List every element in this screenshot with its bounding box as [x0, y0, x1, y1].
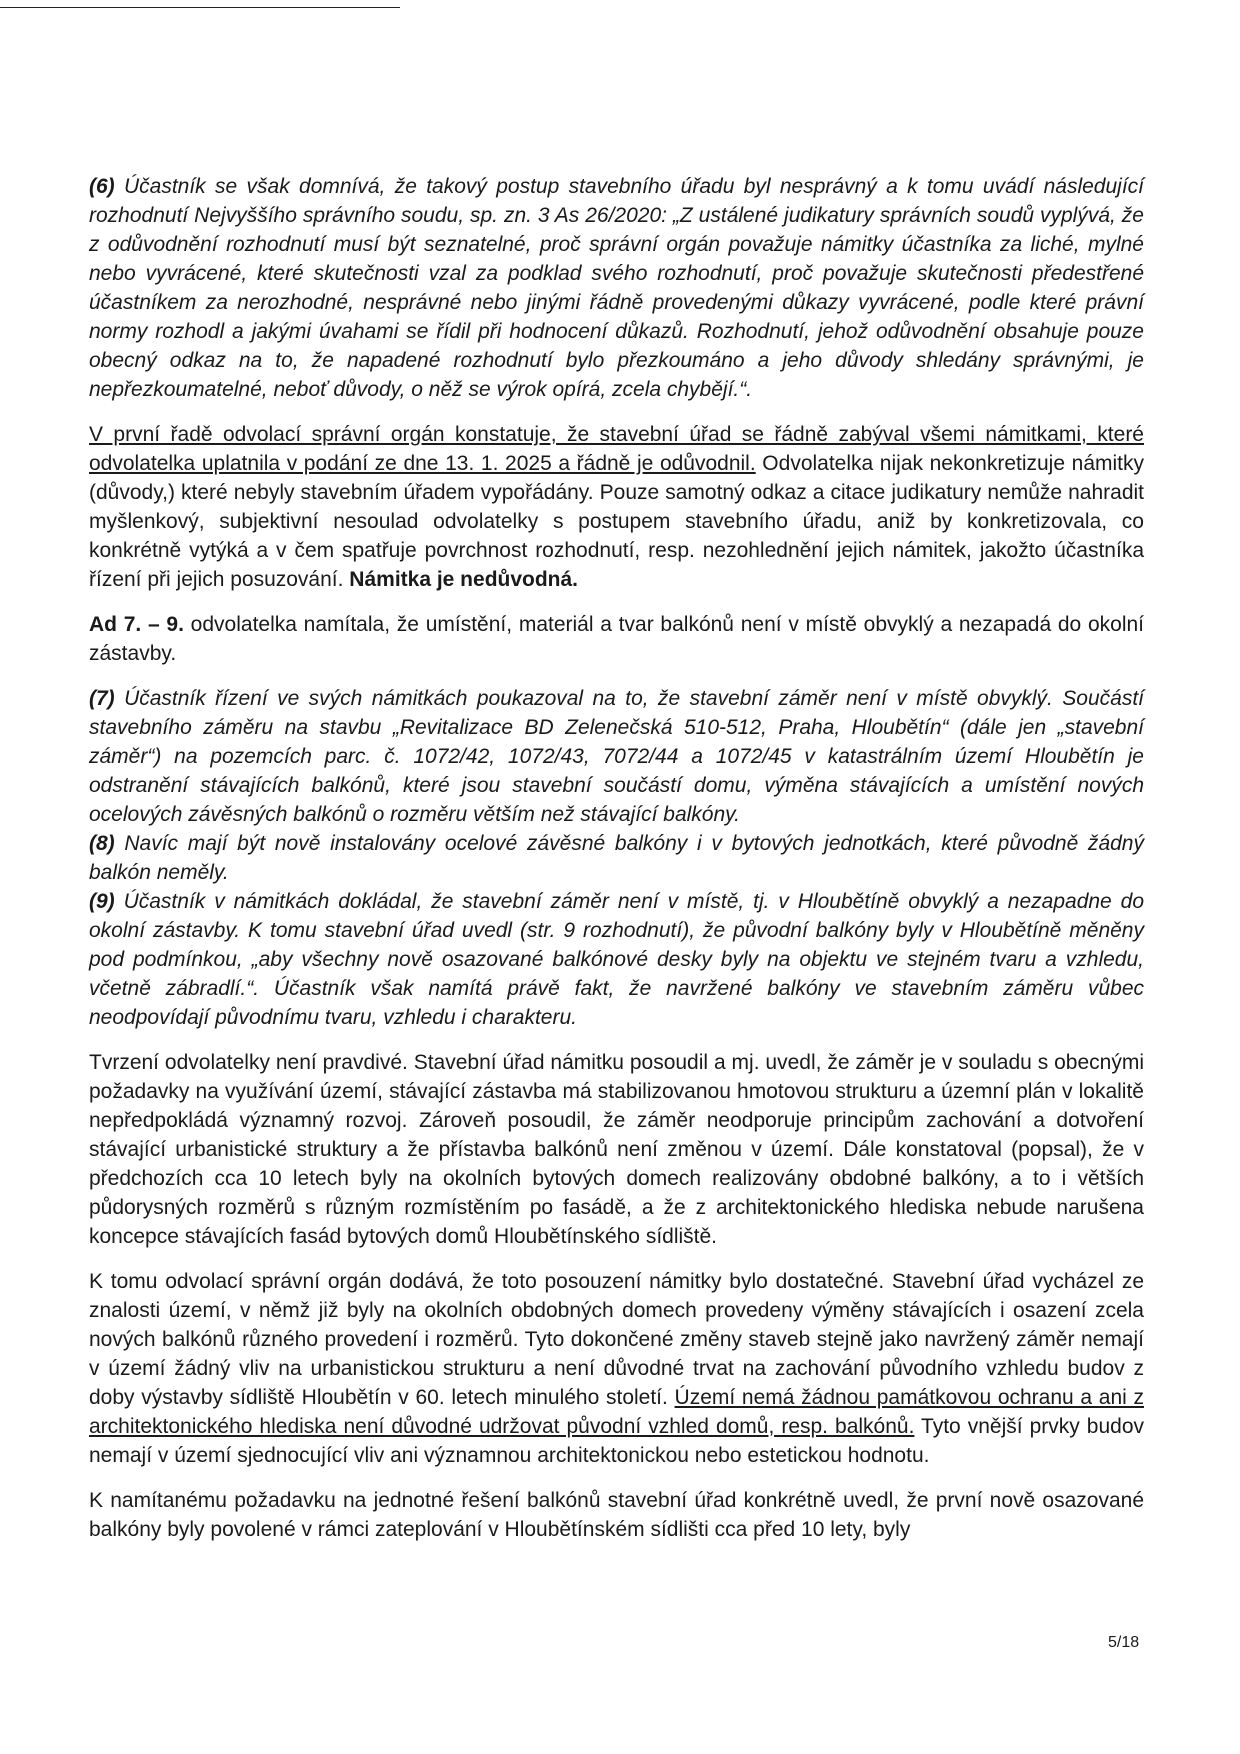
response-paragraph-1 — [89, 420, 1144, 594]
paragraph-text: Odvolatelka nijak nekonkretizuje námitky (důvody,) které nebyly stavebním úřadem vypořádány. Pouze samotný odkaz a citace judikatury nemůže nahradit myšlenkový, subjektivní nesoulad odvolatelky s postupem stavebního úřadu, aniž by konkretizovala, co konkrétně vytýká a v čem spatřuje povrchnost rozhodnutí, resp. nezohlednění jejich námitek, jakožto účastníka řízení při jejich posuzování. — [89, 452, 1144, 591]
paragraph-text: Účastník v námitkách dokládal, že stavební záměr není v místě, tj. v Hloubětíně obvyklý a nezapadne do okolní zástavby. K tomu stavební úřad uvedl (str. 9 rozhodnutí), že původní balkóny byly v Hloubětíně měněny pod podmínkou, „aby všechny nově osazované balkónové desky byly na objektu ve stejném tvaru a vzhledu, včetně zábradlí.“. Účastník však namítá právě fakt, že navržené balkóny ve stavebním záměru vůbec neodpovídají původnímu tvaru, vzhledu i charakteru. — [89, 890, 1144, 1029]
paragraph-text: K tomu odvolací správní orgán dodává, že toto posouzení námitky bylo dostatečné. Stavební úřad vycházel ze znalosti území, v němž již byly na okolních obdobných domech provedeny výměny stávajících i osazení zcela nových balkónů různého provedení i rozměrů. Tyto dokončené změny staveb stejně jako navržený záměr nemají v území žádný vliv na urbanistickou strukturu a není důvodné trvat na zachování původního vzhledu budov z doby výstavby sídliště Hloubětín v 60. letech minulého století. — [89, 1270, 1144, 1409]
page-number: 5/18 — [1108, 1634, 1140, 1651]
paragraph-text: Navíc mají být nově instalovány ocelové závěsné balkóny i v bytových jednotkách, které původně žádný balkón neměly. — [89, 832, 1144, 884]
verdict: Námitka je nedůvodná. — [349, 568, 579, 591]
paragraph-number: (9) — [89, 890, 115, 913]
underlined-statement: Území nemá žádnou památkovou ochranu a ani z architektonického hlediska není důvodné udržovat původní vzhled domů, resp. balkónů. — [89, 1386, 1144, 1438]
paragraph-text: odvolatelka namítala, že umístění, materiál a tvar balkónů není v místě obvyklý a nezapadá do okolní zástavby. — [89, 613, 1144, 665]
underlined-statement: V první řadě odvolací správní orgán konstatuje, že stavební úřad se řádně zabýval všemi námitkami, které odvolatelka uplatnila v podání ze dne 13. 1. 2025 a řádně je odůvodnil. — [89, 423, 1144, 475]
paragraph-number: (7) — [89, 687, 115, 710]
response-paragraph-2: Tvrzení odvolatelky není pravdivé. Stavební úřad námitku posoudil a mj. uvedl, že záměr je v souladu s obecnými požadavky na využívání území, stávající zástavba má stabilizovanou hmotovou strukturu a územní plán v lokalitě nepředpokládá významný rozvoj. Zároveň posoudil, že záměr neodporuje principům zachování a dotvoření stávající urbanistické struktury a že přístavba balkónů není změnou v území. Dále konstatoval (popsal), že v předchozích cca 10 letech byly na okolních bytových domech realizovány obdobné balkóny, a to i větších půdorysných rozměrů s různým rozmístěním po fasádě, a že z architektonického hlediska nebude narušena koncepce stávajících fasád bytových domů Hloubětínského sídliště. — [89, 1051, 1144, 1248]
paragraph-8 — [89, 829, 1144, 887]
paragraph-text: Účastník řízení ve svých námitkách poukazoval na to, že stavební záměr není v místě obvyklý. Součástí stavebního záměru na stavbu „Revitalizace BD Zelenečská 510-512, Praha, Hloubětín“ (dále jen „stavební záměr“) na pozemcích parc. č. 1072/42, 1072/43, 7072/44 a 1072/45 v katastrálním území Hloubětín je odstranění stávajících balkónů, které jsou stavební součástí domu, výměna stávajících a umístění nových ocelových závěsných balkónů o rozměru větším než stávající balkóny. — [89, 687, 1144, 826]
paragraph-text: Účastník se však domnívá, že takový postup stavebního úřadu byl nesprávný a k tomu uvádí následující rozhodnutí Nejvyššího správního soudu, sp. zn. 3 As 26/2020: „Z ustálené judikatury správních soudů vyplývá, že z odůvodnění rozhodnutí musí být seznatelné, proč správní orgán považuje námitky účastníka za liché, mylné nebo vyvrácené, které skutečnosti vzal za podklad svého rozhodnutí, proč považuje skutečnosti předestřené účastníkem za nerozhodné, nesprávné nebo jinými řádně provedenými důkazy vyvrácené, podle které právní normy rozhodl a jakými úvahami se řídil při hodnocení důkazů. Rozhodnutí, jehož odůvodnění obsahuje pouze obecný odkaz na to, že napadené rozhodnutí bylo přezkoumáno a jeho důvody shledány správnými, je nepřezkoumatelné, neboť důvody, o něž se výrok opírá, zcela chybějí.“. — [89, 175, 1144, 401]
document-body — [89, 172, 1144, 1544]
ad-7-9-paragraph — [89, 610, 1144, 668]
top-rule — [0, 7, 400, 8]
paragraph-text-end: Tyto vnější prvky budov nemají v území sjednocující vliv ani významnou architektonickou nebo estetickou hodnotu. — [89, 1415, 1145, 1467]
paragraph-number: (6) — [89, 175, 115, 198]
response-paragraph-3 — [89, 1267, 1144, 1470]
ad-label: Ad 7. – 9. — [89, 613, 184, 636]
response-paragraph-4: K namítanému požadavku na jednotné řešení balkónů stavební úřad konkrétně uvedl, že první nově osazované balkóny byly povolené v rámci zateplování v Hloubětínském sídlišti cca před 10 lety, byly — [89, 1489, 1144, 1541]
paragraph-6 — [89, 172, 1144, 404]
paragraph-number: (8) — [89, 832, 115, 855]
paragraph-7 — [89, 684, 1144, 829]
paragraph-9 — [89, 887, 1144, 1032]
